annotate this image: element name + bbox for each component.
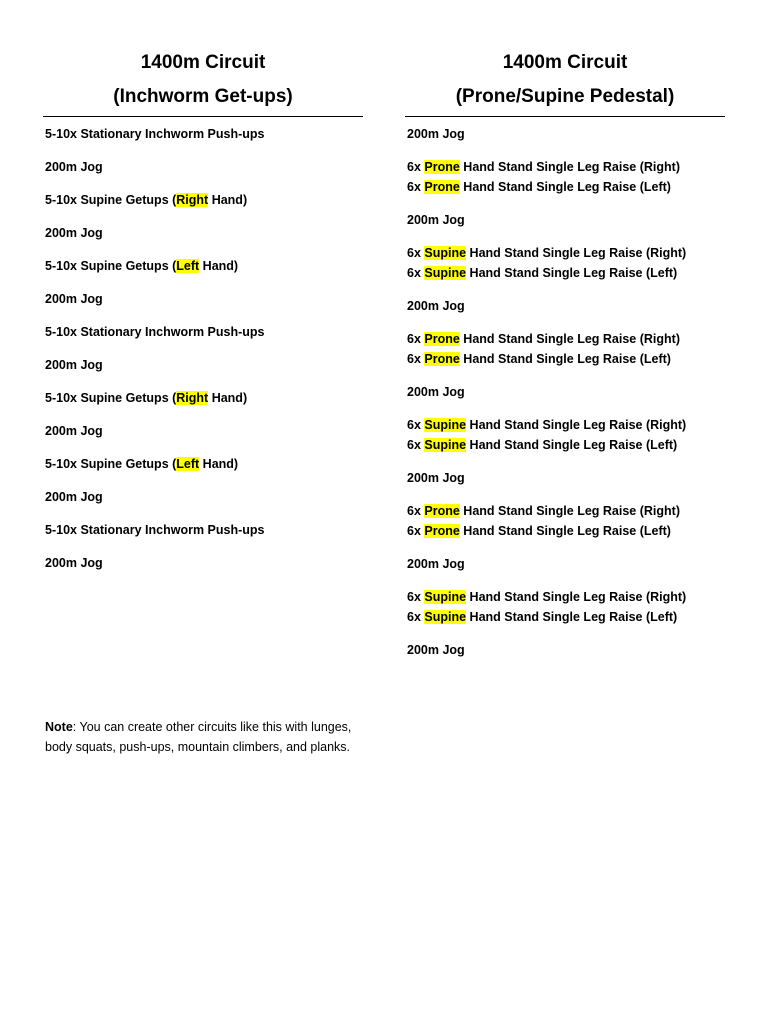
right-list-item	[405, 329, 725, 349]
left-list-item	[43, 289, 363, 309]
right-list-item	[405, 607, 725, 627]
item-text: Hand)	[199, 457, 239, 471]
highlighted-text: Supine	[424, 610, 467, 624]
item-text: 5-10x Stationary Inchworm Push-ups	[45, 127, 265, 141]
item-text: 6x	[407, 438, 425, 452]
item-text: Hand Stand Single Leg Raise (Left)	[459, 180, 671, 194]
item-text: 200m Jog	[45, 358, 103, 372]
item-text: 200m Jog	[45, 292, 103, 306]
highlighted-text: Prone	[424, 160, 460, 174]
right-list-item	[405, 296, 725, 316]
item-text: 6x	[407, 246, 425, 260]
highlighted-text: Supine	[424, 590, 467, 604]
left-title-line1: 1400m Circuit	[140, 52, 266, 73]
item-text: Hand)	[208, 391, 248, 405]
item-text: 200m Jog	[45, 160, 103, 174]
right-list-item	[405, 587, 725, 607]
left-list-item	[43, 124, 363, 144]
item-text: Hand Stand Single Leg Raise (Right)	[459, 504, 680, 518]
right-list-item	[405, 349, 725, 369]
highlighted-text: Prone	[424, 332, 460, 346]
item-text: 200m Jog	[407, 557, 465, 571]
right-list-item	[405, 157, 725, 177]
item-text: Hand Stand Single Leg Raise (Left)	[466, 610, 678, 624]
right-column	[405, 46, 725, 660]
highlighted-text: Prone	[424, 504, 460, 518]
item-text: 200m Jog	[407, 385, 465, 399]
item-text: 200m Jog	[407, 643, 465, 657]
right-list-item	[405, 415, 725, 435]
item-text: Hand Stand Single Leg Raise (Right)	[466, 590, 687, 604]
note-text: : You can create other circuits like this with lunges, body squats, push-ups, mountain climbers, and planks.	[45, 720, 352, 754]
item-text: 6x	[407, 524, 425, 538]
item-text: 6x	[407, 352, 425, 366]
item-text: 5-10x Supine Getups (	[45, 193, 177, 207]
left-list-item	[43, 553, 363, 573]
right-list-item	[405, 640, 725, 660]
item-text: Hand Stand Single Leg Raise (Left)	[459, 524, 671, 538]
item-text: 200m Jog	[407, 471, 465, 485]
left-list-item	[43, 256, 363, 276]
right-list-item	[405, 468, 725, 488]
left-list-item	[43, 223, 363, 243]
item-text: 200m Jog	[407, 213, 465, 227]
right-list-item	[405, 521, 725, 541]
right-list-item	[405, 501, 725, 521]
right-list-item	[405, 243, 725, 263]
highlighted-text: Right	[176, 193, 209, 207]
left-title-line2: (Inchworm Get-ups)	[113, 86, 293, 107]
item-text: 200m Jog	[407, 127, 465, 141]
left-list-item	[43, 421, 363, 441]
item-text: Hand Stand Single Leg Raise (Left)	[466, 438, 678, 452]
right-column-title	[405, 46, 725, 117]
left-list-item	[43, 157, 363, 177]
item-text: Hand Stand Single Leg Raise (Right)	[459, 160, 680, 174]
note-paragraph	[45, 717, 375, 757]
highlighted-text: Prone	[424, 180, 460, 194]
right-list-item	[405, 124, 725, 144]
item-text: 6x	[407, 160, 425, 174]
left-column	[43, 46, 363, 573]
right-list-item	[405, 263, 725, 283]
highlighted-text: Supine	[424, 418, 467, 432]
item-text: 5-10x Stationary Inchworm Push-ups	[45, 523, 265, 537]
left-list-item	[43, 520, 363, 540]
item-text: 5-10x Supine Getups (	[45, 259, 177, 273]
item-text: 5-10x Supine Getups (	[45, 391, 177, 405]
left-list-item	[43, 190, 363, 210]
item-text: 200m Jog	[45, 424, 103, 438]
item-text: 6x	[407, 610, 425, 624]
item-text: Hand Stand Single Leg Raise (Right)	[466, 246, 687, 260]
left-list-item	[43, 487, 363, 507]
left-exercise-list	[43, 124, 363, 573]
left-list-item	[43, 355, 363, 375]
right-exercise-list	[405, 124, 725, 660]
item-text: Hand Stand Single Leg Raise (Right)	[466, 418, 687, 432]
left-column-title	[43, 46, 363, 117]
item-text: 6x	[407, 180, 425, 194]
left-list-item	[43, 454, 363, 474]
right-list-item	[405, 435, 725, 455]
highlighted-text: Supine	[424, 266, 467, 280]
item-text: 200m Jog	[45, 556, 103, 570]
highlighted-text: Left	[176, 457, 200, 471]
right-title-line1: 1400m Circuit	[502, 52, 628, 73]
item-text: Hand Stand Single Leg Raise (Left)	[466, 266, 678, 280]
item-text: Hand)	[199, 259, 239, 273]
highlighted-text: Prone	[424, 524, 460, 538]
item-text: 6x	[407, 266, 425, 280]
item-text: 5-10x Supine Getups (	[45, 457, 177, 471]
item-text: Hand Stand Single Leg Raise (Right)	[459, 332, 680, 346]
item-text: Hand)	[208, 193, 248, 207]
item-text: Hand Stand Single Leg Raise (Left)	[459, 352, 671, 366]
right-list-item	[405, 177, 725, 197]
item-text: 200m Jog	[407, 299, 465, 313]
item-text: 6x	[407, 504, 425, 518]
highlighted-text: Left	[176, 259, 200, 273]
right-list-item	[405, 210, 725, 230]
item-text: 6x	[407, 590, 425, 604]
item-text: 6x	[407, 332, 425, 346]
note-label: Note	[45, 720, 73, 734]
highlighted-text: Prone	[424, 352, 460, 366]
right-list-item	[405, 382, 725, 402]
highlighted-text: Supine	[424, 438, 467, 452]
left-list-item	[43, 388, 363, 408]
item-text: 5-10x Stationary Inchworm Push-ups	[45, 325, 265, 339]
item-text: 200m Jog	[45, 226, 103, 240]
right-title-line2: (Prone/Supine Pedestal)	[455, 86, 675, 107]
right-list-item	[405, 554, 725, 574]
highlighted-text: Supine	[424, 246, 467, 260]
left-list-item	[43, 322, 363, 342]
highlighted-text: Right	[176, 391, 209, 405]
item-text: 200m Jog	[45, 490, 103, 504]
item-text: 6x	[407, 418, 425, 432]
